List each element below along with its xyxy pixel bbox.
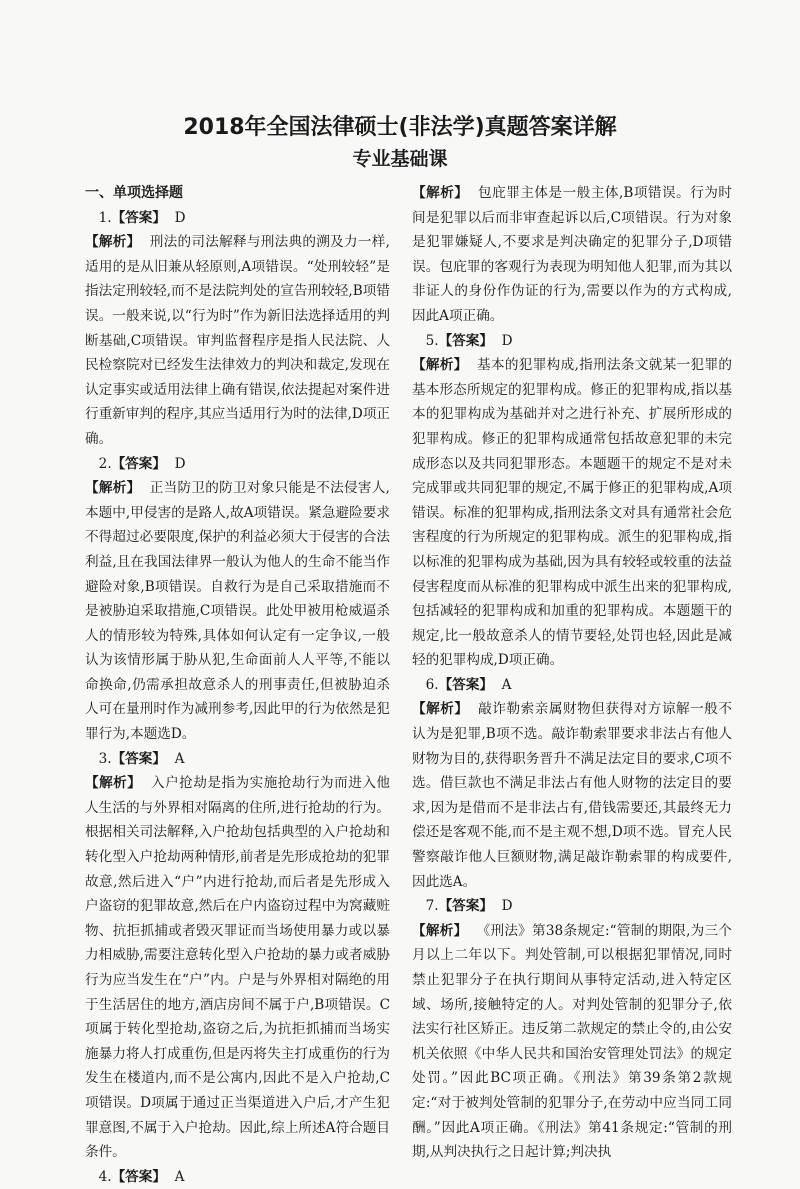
explanation-label: 【解析】 (85, 234, 141, 251)
question-number: 1. (98, 209, 112, 226)
explanation-label: 【解析】 (85, 775, 142, 792)
question-number: 3. (98, 750, 112, 767)
question-number: 7. (425, 898, 439, 915)
question-1-answer (85, 206, 390, 231)
explanation-label: 【解析】 (412, 701, 469, 718)
explanation-label: 【解析】 (412, 922, 468, 939)
explanation-text: 入户抢劫是指为实施抢劫行为而进入他人生活的与外界相对隔离的住所,进行抢劫的行为。根据相关司法解释,入户抢劫包括典型的入户抢劫和转化型入户抢劫两种情形,前者是先形成抢劫的犯罪故意,然后进入“户”内进行抢劫,而后者是先形成入户盗窃的犯罪故意,然后在户内盗窃过程中为窝藏赃物、抗拒抓捕或者毁灭罪证而当场使用暴力或以暴力相威胁,需要注意转化型入户抢劫的暴力或者威胁行为应当发生在“户”内。户是与外界相对隔绝的用于生活居住的地方,酒店房间不属于户,B项错误。C项属于转化型抢劫,盗窃之后,为抗拒抓捕而当场实施暴力将人打成重伤,但是丙将失主打成重伤的行为发生在楼道内,而不是公寓内,因此不是入户抢劫,C项错误。D项属于通过正当渠道进入户后,才产生犯罪意图,不属于入户抢劫。因此,综上所述A符合题目条件。 (85, 775, 391, 1161)
question-number: 2. (98, 455, 112, 472)
question-2-explanation (85, 476, 390, 747)
explanation-label: 【解析】 (412, 357, 468, 374)
explanation-label: 【解析】 (412, 185, 469, 201)
explanation-text: 《刑法》第38条规定:“管制的期限,为三个月以上二年以下。判处管制,可以根据犯罪情况,同时禁止犯罪分子在执行期间从事特定活动,进入特定区域、场所,接触特定的人。对判处管制的犯罪分子,依法实行社区矫正。违反第二款规定的禁止令的,由公安机关依照《中华人民共和国治安管理处罚法》的规定处罚。”因此BC项正确。《刑法》第39条第2款规定:“对于被判处管制的犯罪分子,在劳动中应当同工同酬。”因此A项正确。《刑法》第41条规定:“管制的刑期,从判决执行之日起计算;判决执 (412, 922, 732, 1161)
question-4-explanation (412, 181, 732, 329)
question-5-answer (412, 329, 732, 354)
question-5-explanation (412, 353, 732, 673)
question-number: 6. (425, 676, 439, 693)
answer-label: 【答案】 (438, 332, 493, 349)
question-1-explanation (85, 230, 390, 451)
document-subtitle: 专业基础课 (352, 148, 448, 170)
answer-label: 【答案】 (111, 455, 166, 472)
answer-value: D (501, 898, 513, 915)
answer-value: A (501, 676, 512, 693)
answer-label: 【答案】 (438, 676, 493, 693)
question-number: 4. (98, 1168, 112, 1185)
explanation-text: 敲诈勒索亲属财物但获得对方谅解一般不认为是犯罪,B项不选。敲诈勒索罪要求非法占有他人财物为目的,获得职务晋升不满足法定目的要求,C项不选。借巨款也不满足非法占有他人财物的法定目的要求,因为是借而不是非法占有,借钱需要还,其最终无力偿还是客观不能,而不是主观不想,D项不选。冒充人民警察敲诈他人巨额财物,满足敲诈勒索罪的构成要件,因此选A。 (412, 701, 732, 890)
question-2-answer (85, 452, 390, 477)
answer-label: 【答案】 (438, 898, 493, 915)
question-7-answer (412, 894, 732, 919)
explanation-text: 包庇罪主体是一般主体,B项错误。行为时间是犯罪以后而非审查起诉以后,C项错误。行为对象是犯罪嫌疑人,不要求是判决确定的犯罪分子,D项错误。包庇罪的客观行为表现为明知他人犯罪,而为其以非证人的身份作伪证的行为,需要以作为的方式构成,因此A项正确。 (412, 185, 732, 324)
left-column (85, 181, 390, 1189)
right-column (412, 181, 732, 1165)
answer-value: A (174, 1168, 185, 1185)
question-3-explanation (85, 771, 390, 1165)
explanation-text: 刑法的司法解释与刑法典的溯及力一样,适用的是从旧兼从轻原则,A项错误。“处刑较轻”是指法定刑较轻,而不是法院判处的宣告刑较轻,B项错误。一般来说,以“行为时”作为新旧法选择适用的判断基础,C项错误。审判监督程序是指人民法院、人民检察院对已经发生法律效力的判决和裁定,发现在认定事实或适用法律上确有错误,依法提起对案件进行重新审判的程序,其应当适用行为时的法律,D项正确。 (85, 234, 391, 447)
explanation-text: 基本的犯罪构成,指刑法条文就某一犯罪的基本形态所规定的犯罪构成。修正的犯罪构成,指以基本的犯罪构成为基础并对之进行补充、扩展所形成的犯罪构成。修正的犯罪构成通常包括故意犯罪的未完成形态以及共同犯罪形态。本题题干的规定不是对未完成罪或共同犯罪的规定,不属于修正的犯罪构成,A项错误。标准的犯罪构成,指刑法条文对具有通常社会危害程度的行为所规定的犯罪构成。派生的犯罪构成,指以标准的犯罪构成为基础,因为具有较轻或较重的法益侵害程度而从标准的犯罪构成中派生出来的犯罪构成,包括减轻的犯罪构成和加重的犯罪构成。本题题干的规定,比一般故意杀人的情节要轻,处罚也轻,因此是减轻的犯罪构成,D项正确。 (412, 357, 732, 669)
answer-label: 【答案】 (111, 750, 166, 767)
answer-value: D (501, 332, 513, 349)
question-7-explanation (412, 919, 732, 1165)
question-3-answer (85, 747, 390, 772)
document-title: 2018年全国法律硕士(非法学)真题答案详解 (183, 115, 617, 140)
explanation-label: 【解析】 (85, 480, 141, 497)
answer-label: 【答案】 (111, 1168, 166, 1185)
answer-value: D (174, 209, 186, 226)
question-4-answer (85, 1165, 390, 1189)
section-heading: 一、单项选择题 (85, 185, 183, 201)
answer-label: 【答案】 (111, 209, 166, 226)
explanation-text: 正当防卫的防卫对象只能是不法侵害人,本题中,甲侵害的是路人,故A项错误。紧急避险要求不得超过必要限度,保护的利益必须大于侵害的合法利益,且在我国法律界一般认为他人的生命不能当作避险对象,B项错误。自救行为是自己采取措施而不是被胁迫采取措施,C项错误。此处甲被用枪威逼杀人的情形较为特殊,具体如何认定有一定争议,一般认为该情形属于胁从犯,生命面前人人平等,不能以命换命,仍需承担故意杀人的刑事责任,但被胁迫杀人可在量刑时作为减刑参考,因此甲的行为依然是犯罪行为,本题选D。 (85, 480, 390, 743)
answer-value: D (174, 455, 186, 472)
answer-value: A (174, 750, 185, 767)
question-number: 5. (425, 332, 439, 349)
question-6-answer (412, 673, 732, 698)
question-6-explanation (412, 697, 732, 894)
